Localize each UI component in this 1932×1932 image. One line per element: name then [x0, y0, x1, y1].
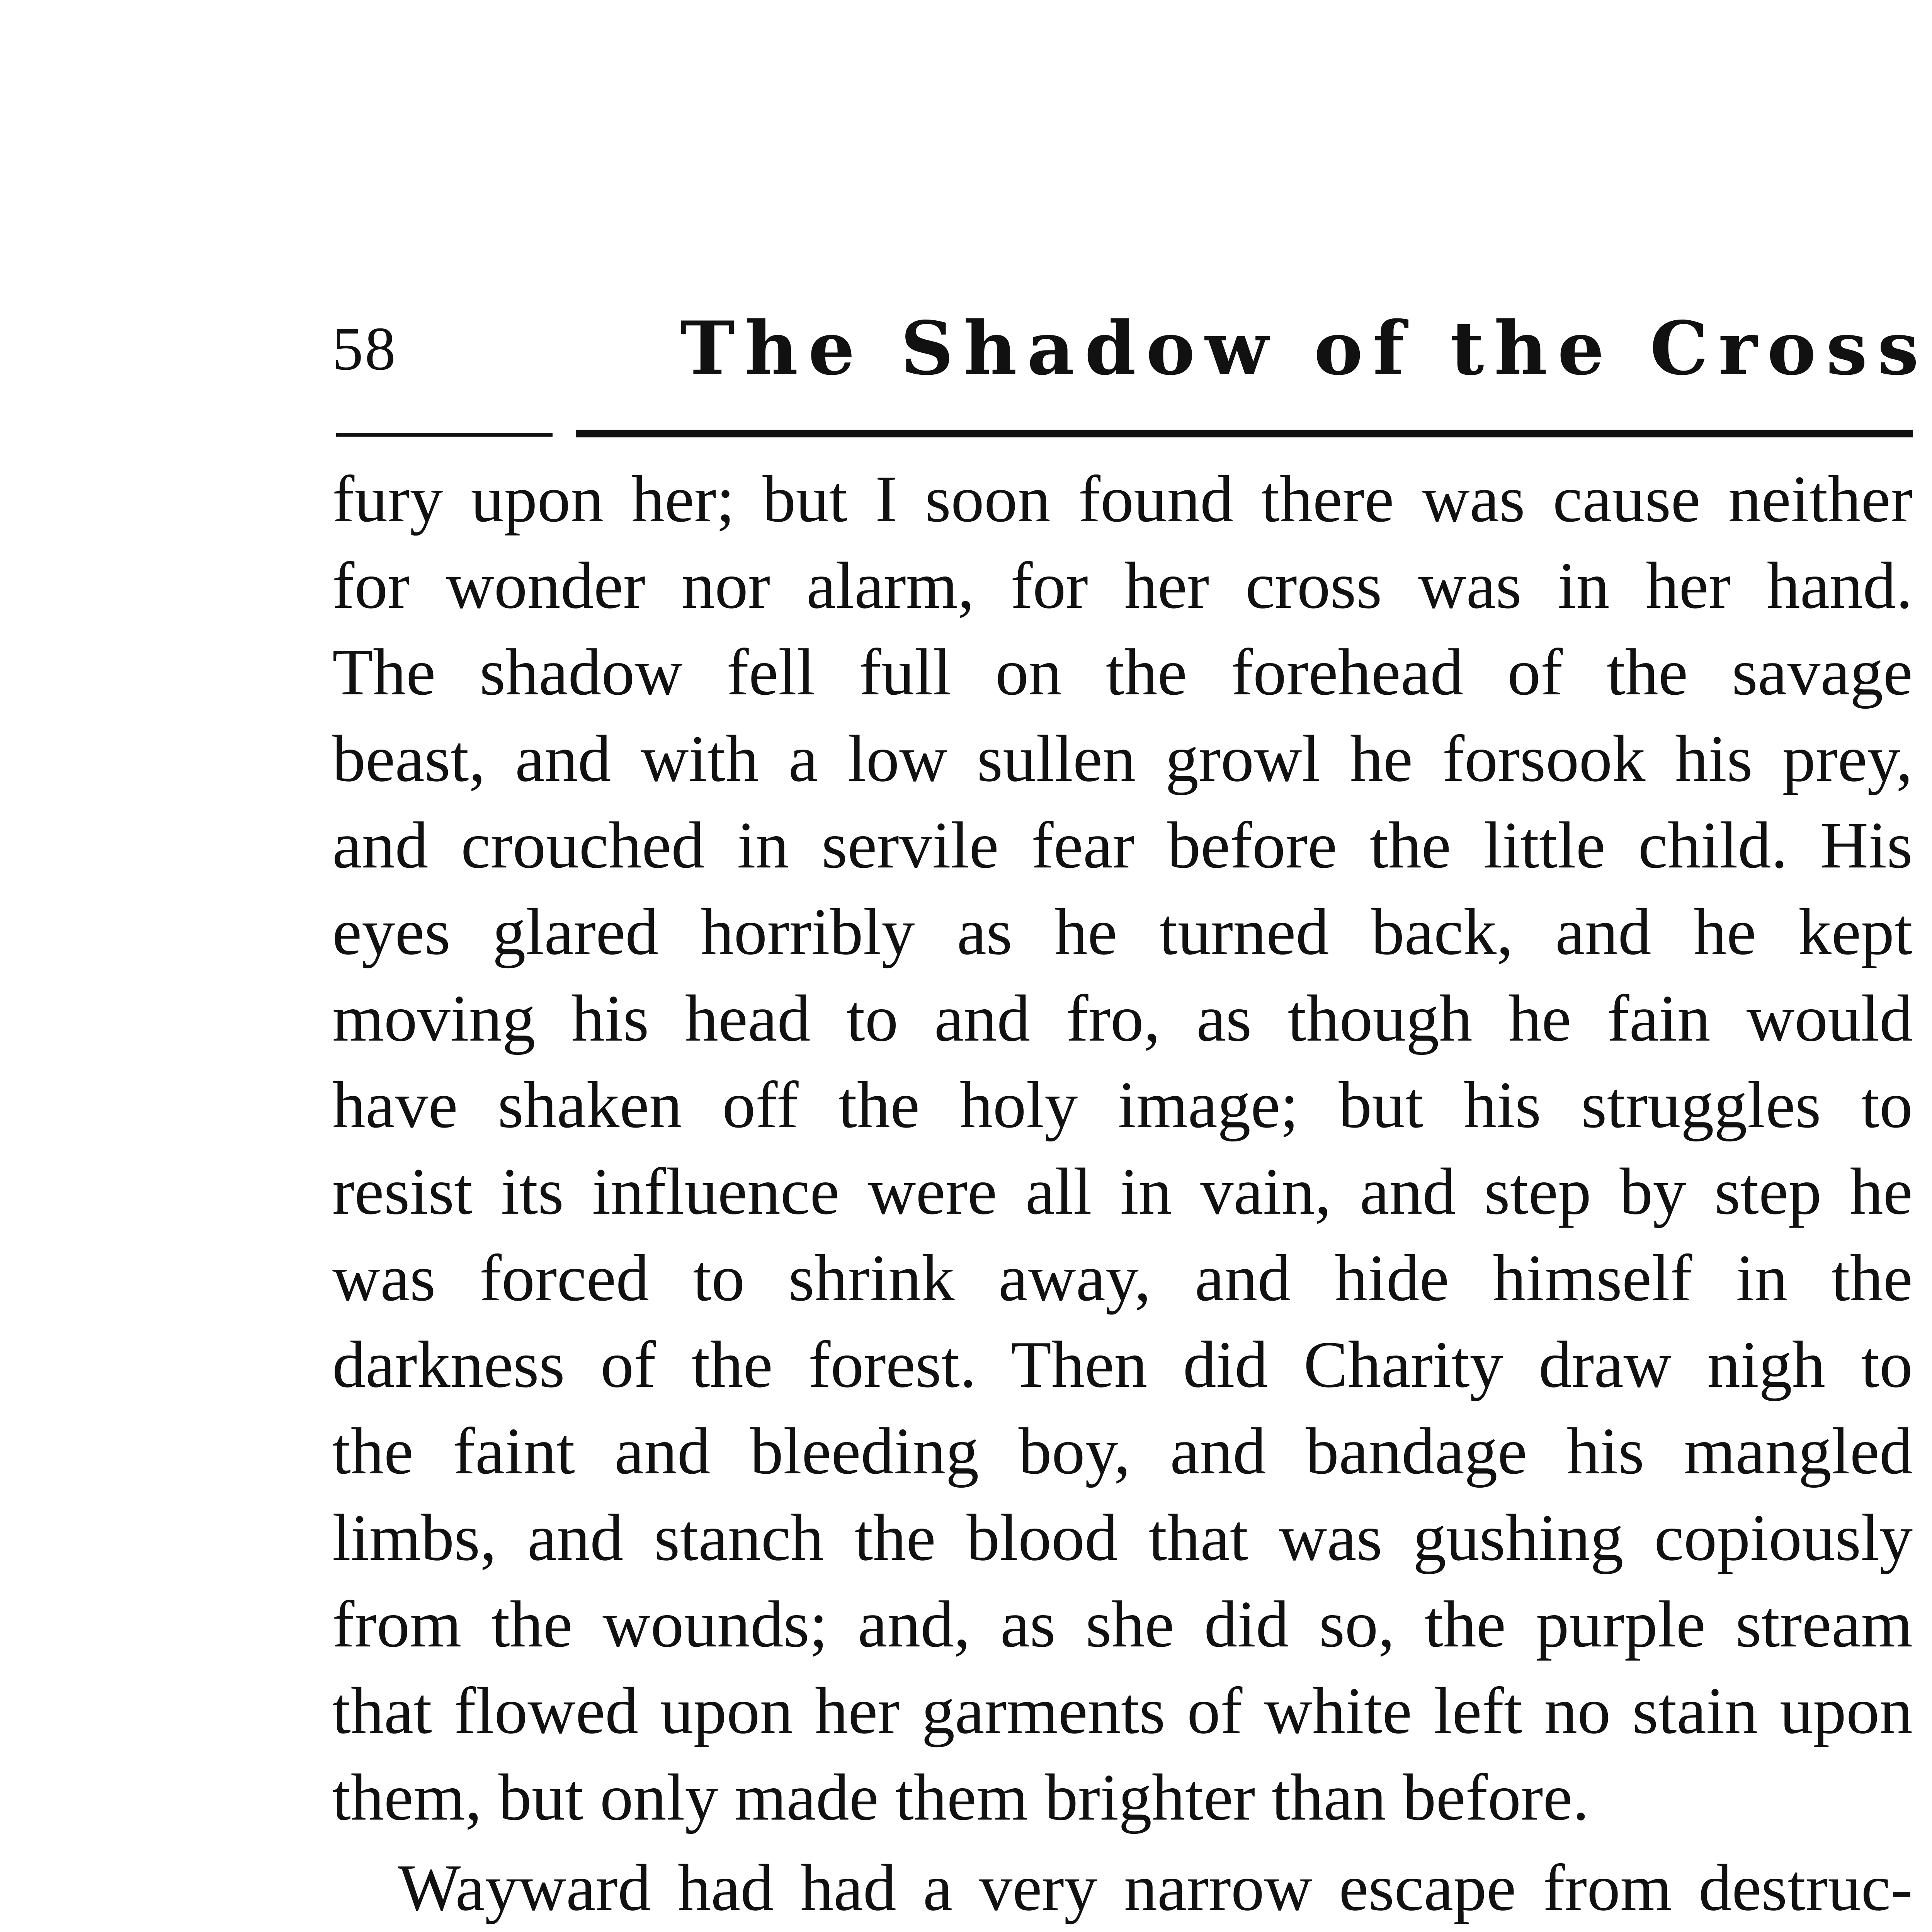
text-line: have shaken off the holy image; but his struggles to — [332, 1068, 1913, 1142]
running-title: The Shadow of the Cross — [680, 305, 1929, 391]
text-line: from the wounds; and, as she did so, the purple stream — [332, 1588, 1913, 1661]
body-text — [332, 456, 1913, 1932]
text-line: The shadow fell full on the forehead of the savage — [332, 636, 1913, 709]
text-line: the faint and bleeding boy, and bandage his mangled — [332, 1415, 1913, 1488]
text-line: eyes glared horribly as he turned back, and he kept — [332, 895, 1913, 969]
text-line: Wayward had had a very narrow escape from destruc- — [398, 1851, 1913, 1925]
text-line: darkness of the forest. Then did Charity draw nigh to — [332, 1328, 1913, 1401]
page-header — [332, 305, 1929, 421]
text-line: limbs, and stanch the blood that was gushing copiously — [332, 1501, 1913, 1575]
page-number: 58 — [332, 314, 397, 383]
paragraph — [332, 456, 1913, 1841]
text-line: was forced to shrink away, and hide himself in the — [332, 1242, 1913, 1315]
header-rule-long — [576, 430, 1913, 437]
text-line: them, but only made them brighter than before. — [332, 1761, 1589, 1834]
text-line: resist its influence were all in vain, and step by step he — [332, 1155, 1913, 1228]
text-line: that flowed upon her garments of white left no stain upon — [332, 1674, 1913, 1748]
text-line: fury upon her; but I soon found there was cause neither — [332, 463, 1913, 536]
text-line: moving his head to and fro, as though he fain would — [332, 982, 1913, 1055]
text-line: and crouched in servile fear before the little child. His — [332, 809, 1913, 882]
header-rule-short — [336, 433, 553, 437]
text-line: for wonder nor alarm, for her cross was in her hand. — [332, 549, 1913, 622]
text-line: beast, and with a low sullen growl he forsook his prey, — [332, 722, 1913, 796]
paragraph — [332, 1845, 1913, 1932]
